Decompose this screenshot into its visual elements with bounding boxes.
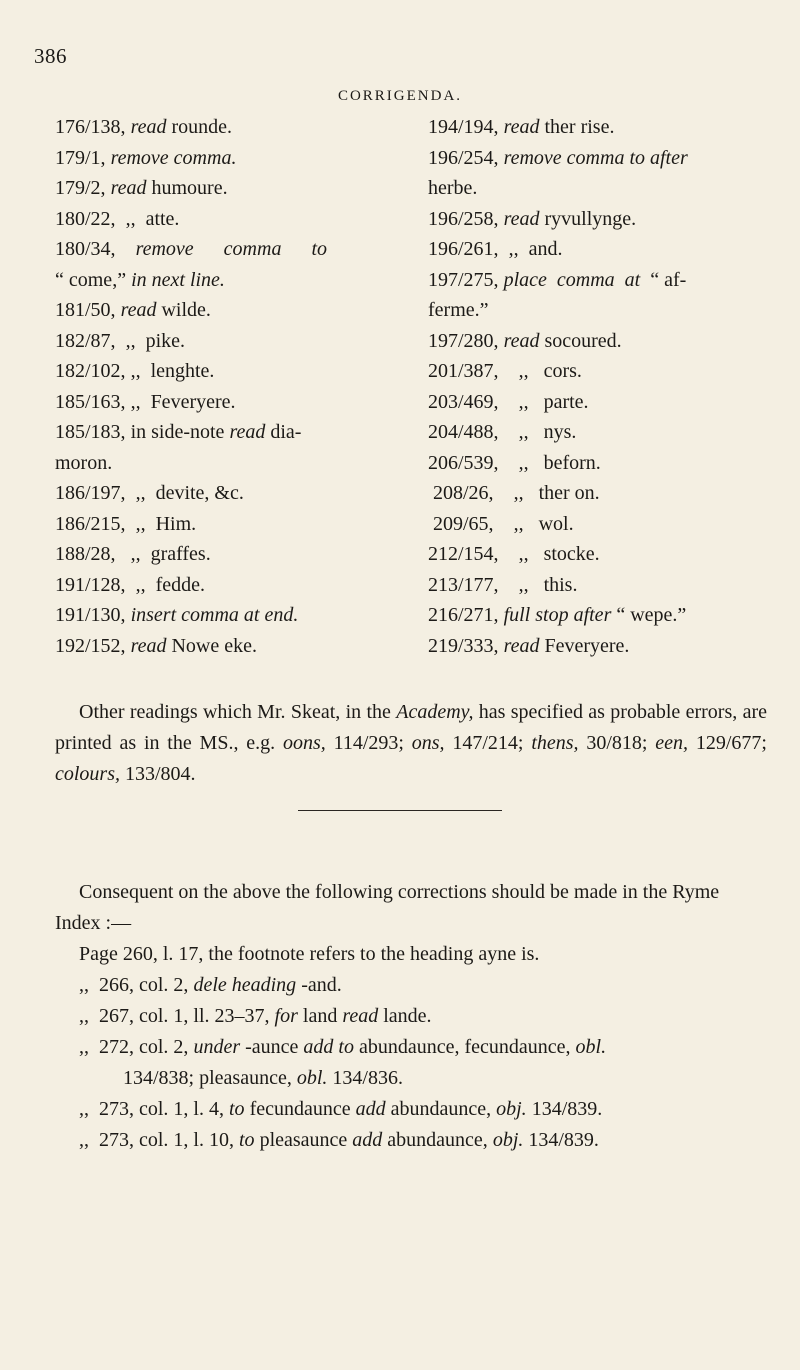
- text-run: 30/818;: [578, 732, 656, 754]
- line-reference: 191/130,: [55, 604, 126, 626]
- italic-text: obl.: [575, 1036, 607, 1058]
- line-reference: 186/197,: [55, 482, 126, 504]
- italic-text: place comma at: [503, 268, 641, 291]
- line-reference: 176/138,: [55, 116, 126, 138]
- text-run: 134/838; pleasaunce,: [123, 1067, 297, 1089]
- corrigendum-entry: [428, 509, 768, 540]
- italic-text: ons,: [411, 732, 445, 754]
- corrigenda-right-column: [428, 112, 768, 661]
- text-run: in side-note: [125, 421, 230, 443]
- text-run: ferme.”: [428, 299, 489, 321]
- corrigendum-entry: [55, 509, 395, 540]
- corrigendum-entry: [428, 204, 768, 235]
- line-reference: 179/2,: [55, 177, 106, 199]
- italic-text: thens,: [531, 732, 579, 754]
- text-run: has specified as probable errors, are printed as in the MS., e.g.: [55, 701, 767, 754]
- text-run: ,, stocke.: [498, 543, 600, 565]
- corrigendum-entry: [55, 570, 395, 601]
- italic-text: read: [130, 634, 167, 657]
- italic-text: oons,: [282, 732, 326, 754]
- running-head: CORRIGENDA.: [337, 88, 463, 104]
- corrigendum-entry: [55, 387, 395, 418]
- other-readings-text: [55, 697, 767, 790]
- line-reference: 191/128,: [55, 573, 126, 596]
- italic-text: in next line.: [131, 268, 225, 291]
- text-run: lande.: [378, 1005, 432, 1027]
- italic-text: insert comma at end.: [130, 604, 299, 626]
- text-run: humoure.: [146, 177, 228, 199]
- index-correction-line: [55, 970, 767, 1001]
- text-run: fecundaunce: [244, 1098, 356, 1120]
- line-reference: 201/387,: [428, 360, 499, 382]
- text-run: 134/839.: [526, 1098, 603, 1120]
- text-run: ther rise.: [539, 116, 615, 138]
- text-run: ,, Him.: [125, 512, 197, 535]
- italic-text: to: [239, 1129, 255, 1151]
- italic-text: dele heading: [193, 974, 297, 996]
- index-correction-list: [55, 939, 767, 1156]
- corrigendum-entry: [55, 356, 395, 387]
- corrigendum-entry: [55, 173, 395, 204]
- text-run: Page 260, l. 17, the footnote refers to the heading ayne is.: [79, 943, 540, 965]
- italic-text: obj.: [496, 1098, 527, 1120]
- line-reference: 206/539,: [428, 451, 499, 474]
- italic-text: for: [274, 1005, 298, 1027]
- italic-text: under: [193, 1036, 241, 1058]
- corrigendum-entry: [428, 387, 768, 418]
- text-run: “ wepe.”: [611, 604, 687, 626]
- text-run: Other readings which Mr. Skeat, in the: [79, 701, 397, 723]
- line-reference: 203/469,: [428, 390, 499, 413]
- line-reference: 186/215,: [55, 512, 126, 535]
- line-reference: 196/254,: [428, 146, 499, 169]
- text-run: ,, pike.: [115, 329, 185, 352]
- text-run: abundaunce,: [382, 1129, 493, 1151]
- italic-text: to: [229, 1098, 245, 1120]
- corrigendum-entry: [55, 326, 395, 357]
- line-reference: 196/258,: [428, 207, 499, 230]
- line-reference: 194/194,: [428, 116, 499, 138]
- index-correction-line: [55, 1063, 767, 1094]
- italic-text: read: [503, 116, 540, 138]
- line-reference: 185/183,: [55, 421, 126, 443]
- section-divider: [298, 810, 502, 811]
- italic-text: add: [352, 1129, 383, 1151]
- italic-text: read: [130, 116, 167, 138]
- line-reference: 196/261,: [428, 238, 499, 260]
- corrigendum-entry: [428, 448, 768, 479]
- line-reference: 219/333,: [428, 634, 499, 657]
- text-run: 134/836.: [327, 1067, 403, 1089]
- italic-text: read: [110, 177, 147, 199]
- text-run: ,, nys.: [498, 421, 577, 443]
- text-run: ,, this.: [498, 573, 578, 596]
- ryme-index-corrections: [55, 877, 767, 1156]
- text-run: “ come,”: [55, 268, 132, 291]
- text-run: Nowe eke.: [166, 634, 258, 657]
- text-run: ,, wol.: [493, 512, 574, 535]
- text-run: 134/839.: [523, 1129, 599, 1151]
- text-run: land: [297, 1005, 343, 1027]
- text-run: Feveryere.: [539, 634, 630, 657]
- text-run: herbe.: [428, 177, 478, 199]
- text-run: abundaunce, fecundaunce,: [353, 1036, 576, 1058]
- line-reference: 192/152,: [55, 634, 126, 657]
- corrigendum-entry: [428, 112, 768, 143]
- italic-text: read: [229, 421, 266, 443]
- text-run: ,, graffes.: [115, 543, 211, 565]
- italic-text: colours,: [55, 763, 120, 785]
- corrigendum-entry: [428, 600, 768, 631]
- corrigendum-entry: [428, 143, 768, 174]
- index-correction-line: [55, 1032, 767, 1063]
- italic-text: read: [503, 329, 540, 352]
- line-reference: 180/34,: [55, 238, 116, 260]
- italic-text: remove comma to after: [503, 146, 688, 169]
- italic-text: read: [503, 634, 540, 657]
- text-run: moron.: [55, 451, 113, 474]
- line-reference: 204/488,: [428, 421, 499, 443]
- line-reference: 209/65,: [428, 512, 494, 535]
- text-run: -aunce: [240, 1036, 304, 1058]
- corrigendum-entry: [55, 295, 395, 326]
- index-correction-line: [55, 1094, 767, 1125]
- italic-text: add: [355, 1098, 386, 1120]
- index-correction-line: [55, 1125, 767, 1156]
- text-run: ,, 273, col. 1, l. 10,: [79, 1129, 239, 1151]
- italic-text: remove comma.: [110, 146, 237, 169]
- line-reference: 188/28,: [55, 543, 116, 565]
- text-run: ,, lenghte.: [125, 360, 215, 382]
- text-run: rounde.: [166, 116, 233, 138]
- line-reference: 182/87,: [55, 329, 116, 352]
- line-reference: 180/22,: [55, 207, 116, 230]
- text-run: dia-: [265, 421, 302, 443]
- text-run: ,, cors.: [498, 360, 582, 382]
- index-correction-line: [55, 939, 767, 970]
- text-run: ,, and.: [498, 238, 563, 260]
- italic-text: read: [120, 299, 157, 321]
- text-run: ,, atte.: [115, 207, 180, 230]
- corrigendum-entry: [55, 417, 395, 448]
- text-run: [116, 238, 136, 260]
- italic-text: add to: [303, 1036, 354, 1058]
- text-run: 147/214;: [444, 732, 532, 754]
- corrigendum-entry: [428, 326, 768, 357]
- line-reference: 182/102,: [55, 360, 126, 382]
- italic-text: obl.: [296, 1067, 328, 1089]
- text-run: ,, parte.: [498, 390, 589, 413]
- corrigendum-entry: [55, 448, 395, 479]
- text-run: -and.: [296, 974, 342, 996]
- other-readings-paragraph: [55, 697, 767, 790]
- italic-text: read: [503, 207, 540, 230]
- corrigendum-entry: [55, 112, 395, 143]
- corrigenda-left-column: [55, 112, 395, 661]
- line-reference: 216/271,: [428, 604, 499, 626]
- corrigendum-entry: [55, 234, 395, 265]
- corrigendum-entry: [428, 570, 768, 601]
- text-run: socoured.: [539, 329, 622, 352]
- text-run: “ af-: [640, 268, 687, 291]
- text-run: ryvullynge.: [539, 207, 637, 230]
- text-run: wilde.: [156, 299, 211, 321]
- italic-text: obj.: [492, 1129, 524, 1151]
- corrigendum-entry: [428, 478, 768, 509]
- corrigendum-entry: [428, 265, 768, 296]
- line-reference: 197/280,: [428, 329, 499, 352]
- line-reference: 208/26,: [428, 482, 494, 504]
- line-reference: 212/154,: [428, 543, 499, 565]
- text-run: ,, 273, col. 1, l. 4,: [79, 1098, 229, 1120]
- corrigendum-entry: [55, 143, 395, 174]
- index-intro: Consequent on the above the following corrections should be made in the Ryme Index :—: [55, 881, 720, 934]
- corrigendum-entry: [55, 265, 395, 296]
- line-reference: 213/177,: [428, 573, 499, 596]
- italic-text: remove comma to: [135, 238, 327, 260]
- italic-text: Academy,: [396, 701, 474, 723]
- text-run: pleasaunce: [254, 1129, 353, 1151]
- text-run: ,, 266, col. 2,: [79, 974, 194, 996]
- line-reference: 197/275,: [428, 268, 499, 291]
- corrigendum-entry: [55, 539, 395, 570]
- corrigendum-entry: [55, 204, 395, 235]
- line-reference: 185/163,: [55, 390, 126, 413]
- italic-text: full stop after: [503, 604, 612, 626]
- corrigendum-entry: [55, 600, 395, 631]
- corrigendum-entry: [428, 539, 768, 570]
- text-run: 133/804.: [120, 763, 196, 785]
- text-run: 114/293;: [325, 732, 412, 754]
- text-run: ,, fedde.: [125, 573, 205, 596]
- page-number: 386: [34, 44, 67, 68]
- text-run: ,, beforn.: [498, 451, 601, 474]
- corrigendum-entry: [428, 631, 768, 662]
- corrigendum-entry: [55, 631, 395, 662]
- text-run: abundaunce,: [385, 1098, 497, 1120]
- text-run: ,, ther on.: [493, 482, 600, 504]
- corrigendum-entry: [428, 295, 768, 326]
- text-run: 129/677;: [688, 732, 767, 754]
- line-reference: 179/1,: [55, 146, 106, 169]
- index-correction-line: [55, 1001, 767, 1032]
- corrigendum-entry: [428, 417, 768, 448]
- text-run: ,, 272, col. 2,: [79, 1036, 194, 1058]
- corrigendum-entry: [428, 356, 768, 387]
- line-reference: 181/50,: [55, 299, 116, 321]
- italic-text: read: [342, 1005, 379, 1027]
- text-run: ,, 267, col. 1, ll. 23–37,: [79, 1005, 275, 1027]
- corrigendum-entry: [55, 478, 395, 509]
- corrigendum-entry: [428, 234, 768, 265]
- text-run: ,, devite, &c.: [125, 482, 244, 504]
- text-run: ,, Feveryere.: [125, 390, 236, 413]
- corrigendum-entry: [428, 173, 768, 204]
- italic-text: een,: [655, 732, 689, 754]
